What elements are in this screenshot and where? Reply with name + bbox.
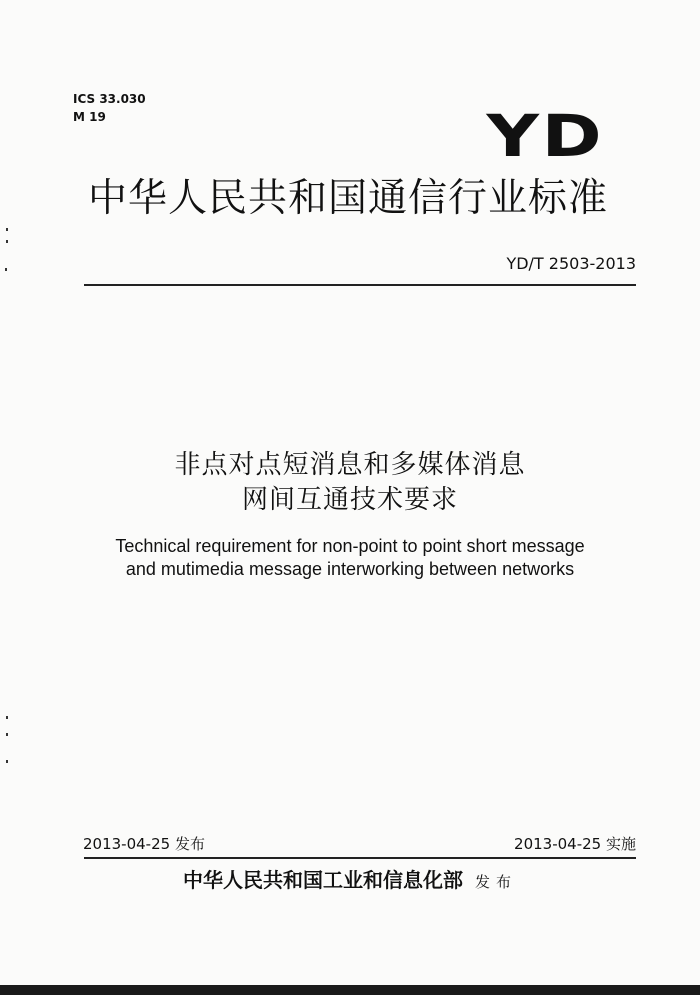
scan-speck [5, 268, 7, 271]
yd-logo: YD [486, 102, 604, 170]
header-divider [84, 284, 636, 286]
classification-code: M 19 [73, 110, 106, 124]
issuer-suffix: 发布 [474, 873, 517, 891]
scan-speck [6, 760, 8, 763]
standard-code: YD/T 2503-2013 [506, 254, 636, 273]
scan-speck [6, 716, 8, 719]
standard-title: 中华人民共和国通信行业标准 [88, 176, 609, 221]
scan-speck [6, 240, 8, 243]
scan-speck [6, 228, 8, 231]
chinese-title-line-2: 网间互通技术要求 [241, 485, 458, 515]
chinese-title-line-1: 非点对点短消息和多媒体消息 [174, 450, 526, 480]
issuer-name: 中华人民共和国工业和信息化部 [182, 868, 463, 892]
scan-bottom-edge [0, 985, 700, 995]
implementation-date: 2013-04-25 实施 [514, 835, 636, 853]
scan-speck [6, 733, 8, 736]
ics-code: ICS 33.030 [73, 92, 146, 106]
english-title-line-1: Technical requirement for non-point to point short message [115, 536, 585, 556]
publish-date: 2013-04-25 发布 [83, 835, 205, 853]
footer-divider [84, 857, 636, 859]
issuer-line [0, 866, 700, 896]
english-title-line-2: and mutimedia message interworking between networks [125, 559, 575, 579]
